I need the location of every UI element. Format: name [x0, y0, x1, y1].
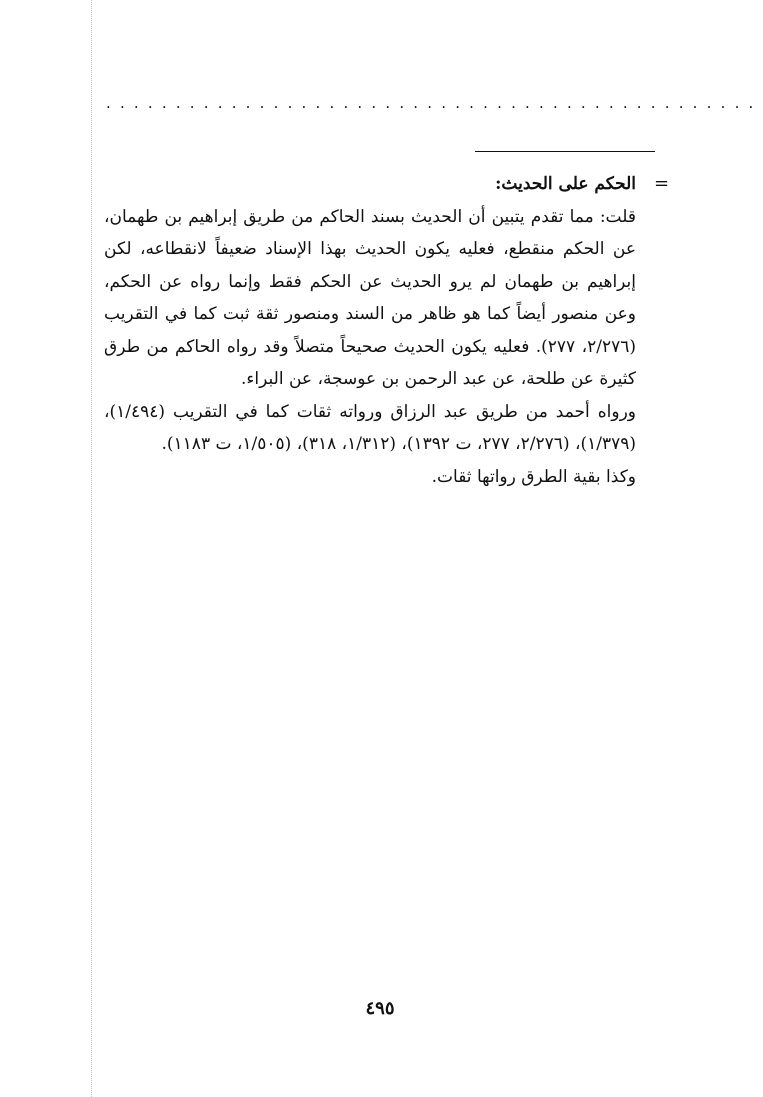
continuation-mark: = [654, 173, 670, 194]
paragraph-other-routes: وكذا بقية الطرق رواتها ثقات. [431, 466, 636, 487]
footnote-rule [475, 151, 655, 152]
dotted-separator: ............................................... [106, 94, 763, 112]
paragraph-ruling: قلت: مما تقدم يتبين أن الحديث بسند الحاكم من طريق إبراهيم بن طهمان، عن الحكم منقطع، فعليه يكون الحديث بهذا الإسناد ضعيفاً لانقطاعه، لكن إبراهيم بن طهمان لم يرو الحديث عن الحكم فقط وإنما رواه عن الحكم، وعن منصور أيضاً كما هو ظاهر من السند ومنصور ثقة ثبت كما في التقريب (٢/٢٧٦، ٢٧٧). فعليه يكون الحديث صحيحاً متصلاً وقد رواه الحاكم من طرق كثيرة عن طلحة، عن عبد الرحمن بن عوسجة، عن البراء. [104, 206, 636, 389]
paragraph-ahmad-narration: ورواه أحمد من طريق عبد الرزاق ورواته ثقات كما في التقريب (١/٤٩٤)، (١/٣٧٩)، (٢/٢٧٦، ٢٧٧، ت ١٣٩٢)، (١/٣١٢، ٣١٨)، (١/٥٠٥، ت ١١٨٣). [104, 401, 636, 454]
main-text [104, 168, 636, 493]
page-number: ٤٩٥ [365, 998, 395, 1019]
binding-margin-line [91, 0, 92, 1097]
section-heading: الحكم على الحديث: [495, 174, 636, 194]
